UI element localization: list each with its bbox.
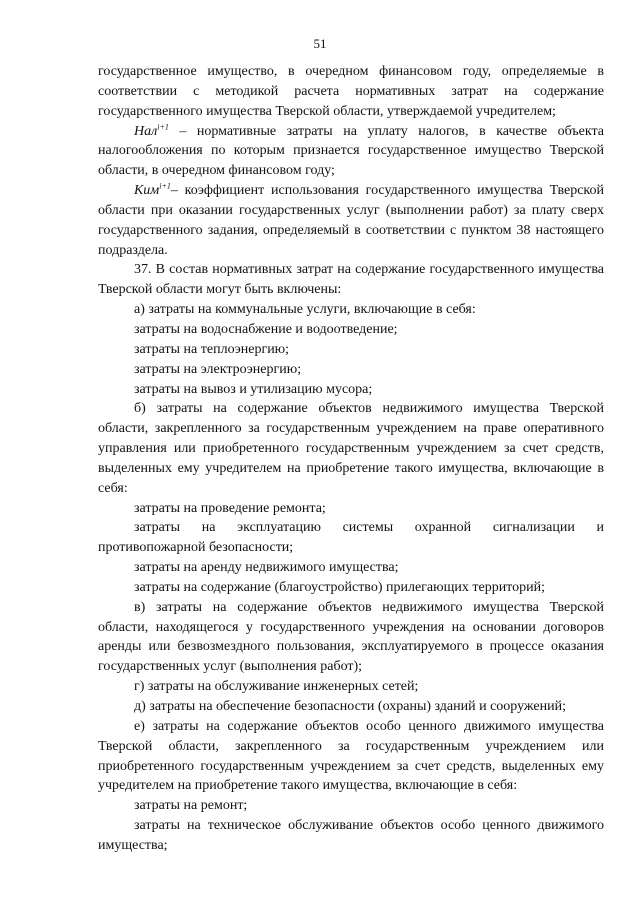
paragraph: затраты на водоснабжение и водоотведение; xyxy=(134,321,398,337)
paragraph: затраты на вывоз и утилизацию мусора; xyxy=(134,381,373,397)
formula-description: – нормативные затраты на уплату налогов, в качестве объекта налогообложения по которым признается государственное имущество Тверской области, в очередном финансовом году; xyxy=(98,123,604,179)
paragraph: г) затраты на обслуживание инженерных сетей; xyxy=(134,679,419,695)
formula-variable: Кuм$^{i+1}$ xyxy=(134,181,171,199)
formula-variable: Нал$^{i+1}$ xyxy=(134,121,169,139)
paragraph: затраты на ремонт; xyxy=(134,798,248,814)
formula-superscript: i+1 xyxy=(159,181,171,191)
paragraph: затраты на эксплуатацию системы охранной сигнализации и противопожарной безопасности; xyxy=(98,520,604,556)
paragraph: затраты на теплоэнергию; xyxy=(134,341,290,357)
paragraph: затраты на проведение ремонта; xyxy=(134,500,326,516)
paragraph: е) затраты на содержание объектов особо ценного движимого имущества Тверской области, закрепленного за государственным учреждением или приобретенного государственным учреждением за счет средств, выделенных ему учредителем на приобретение такого имущества, включающие в себя: xyxy=(98,718,604,794)
formula-definition xyxy=(98,181,604,260)
paragraph: д) затраты на обеспечение безопасности (охраны) зданий и сооружений; xyxy=(134,699,567,714)
paragraph: б) затраты на содержание объектов недвижимого имущества Тверской области, закрепленного за государственным учреждением на праве оперативного управления или приобретенного государственным учреждением за счет средств, выделенных ему учредителем на приобретение такого имущества, включающие в себя: xyxy=(98,401,604,496)
formula-superscript: i+1 xyxy=(157,121,169,131)
page-number: 51 xyxy=(313,36,327,51)
formula-description: – коэффициент использования государственного имущества Тверской области при оказании государственных услуг (выполнении работ) за плату сверх государственного задания, определяемый в соответствии с пунктом 38 настоящего подраздела. xyxy=(98,183,604,258)
paragraph: затраты на содержание (благоустройство) прилегающих территорий; xyxy=(134,579,545,595)
document-body xyxy=(98,62,604,856)
paragraph: государственное имущество, в очередном финансовом году, определяемые в соответствии с методикой расчета нормативных затрат на содержание государственного имущества Тверской области, утверждаемой учредителем; xyxy=(98,64,604,119)
paragraph: в) затраты на содержание объектов недвижимого имущества Тверской области, находящегося у государственного учреждения на основании договоров аренды или безвозмездного пользования, эксплуатируемого в процессе оказания государственных услуг (выполнения работ); xyxy=(98,599,604,675)
formula-definition xyxy=(98,122,604,182)
paragraph: 37. В состав нормативных затрат на содержание государственного имущества Тверской области могут быть включены: xyxy=(98,262,604,298)
paragraph: затраты на техническое обслуживание объектов особо ценного движимого имущества; xyxy=(98,818,604,853)
paragraph: а) затраты на коммунальные услуги, включающие в себя: xyxy=(134,302,476,318)
paragraph: затраты на аренду недвижимого имущества; xyxy=(134,560,399,576)
paragraph: затраты на электроэнергию; xyxy=(134,361,302,377)
